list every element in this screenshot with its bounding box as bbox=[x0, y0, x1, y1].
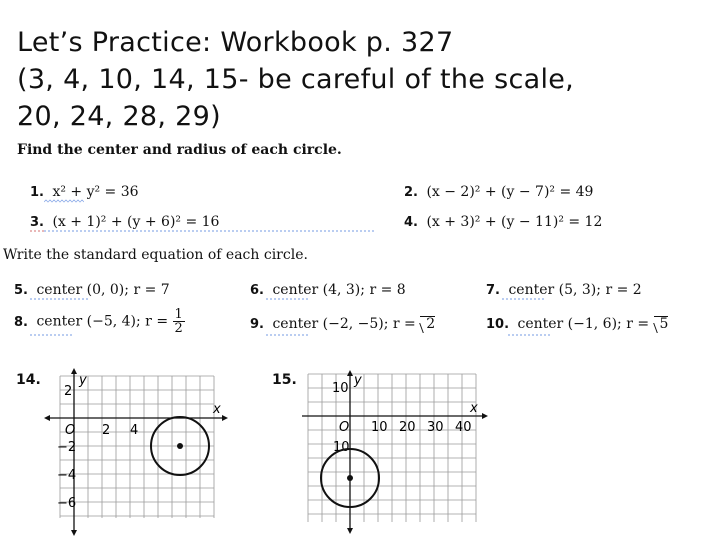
square-root: 5 bbox=[654, 316, 669, 332]
problem-text: center (−5, 4); r = bbox=[36, 313, 169, 330]
problem-10 bbox=[486, 316, 668, 332]
problem-text: center (5, 3); r = 2 bbox=[508, 282, 642, 298]
problem-2 bbox=[404, 184, 593, 200]
problem-number: 2. bbox=[404, 185, 418, 200]
y-tick-label: −2 bbox=[57, 440, 77, 455]
spellcheck-underline bbox=[30, 333, 74, 337]
y-tick-label: −4 bbox=[57, 468, 77, 483]
problem-text: center (−2, −5); r = bbox=[272, 316, 416, 332]
problem-4 bbox=[404, 214, 602, 230]
y-axis-label: y bbox=[354, 373, 362, 388]
spellcheck-underline bbox=[30, 297, 90, 301]
y-tick-label: −6 bbox=[57, 496, 77, 511]
spellcheck-underline bbox=[502, 297, 546, 301]
problem-number: 9. bbox=[250, 317, 264, 332]
x-axis-label: x bbox=[213, 402, 221, 417]
x-axis-label: x bbox=[470, 401, 478, 416]
x-tick-label: 30 bbox=[427, 420, 444, 435]
y-axis-arrow bbox=[71, 368, 77, 374]
problem-number: 3. bbox=[30, 215, 44, 230]
y-tick-label: 10 bbox=[333, 440, 350, 455]
title-line-3: 20, 24, 28, 29) bbox=[17, 101, 221, 132]
problem-5 bbox=[14, 282, 170, 298]
graph-15 bbox=[296, 368, 496, 540]
circle-center-point bbox=[347, 475, 353, 481]
circle-center-point bbox=[177, 443, 183, 449]
x-tick-label: 40 bbox=[455, 420, 472, 435]
problem-number: 7. bbox=[486, 283, 500, 298]
x-tick-label: 20 bbox=[399, 420, 416, 435]
y-axis-arrow bbox=[347, 528, 353, 534]
y-axis-arrow bbox=[347, 370, 353, 376]
problem-text: center (−1, 6); r = bbox=[517, 316, 650, 332]
y-axis-label: y bbox=[79, 373, 87, 388]
problem-3 bbox=[30, 214, 219, 230]
y-tick-label: 10 bbox=[332, 381, 349, 396]
grid-lines bbox=[60, 376, 214, 518]
problem-number: 8. bbox=[14, 314, 28, 330]
problem-9 bbox=[250, 316, 435, 332]
x-axis-arrow bbox=[44, 415, 50, 421]
problem-text: (x + 3)² + (y − 11)² = 12 bbox=[426, 214, 603, 230]
origin-label: O bbox=[65, 423, 76, 438]
problem-text: x² + y² = 36 bbox=[52, 184, 139, 200]
instruction-find-center: Find the center and radius of each circle. bbox=[17, 142, 342, 158]
problem-number: 5. bbox=[14, 283, 28, 298]
problem-text: center (4, 3); r = 8 bbox=[272, 282, 406, 298]
origin-label: O bbox=[339, 420, 350, 435]
problem-number: 6. bbox=[250, 283, 264, 298]
square-root: 2 bbox=[420, 316, 435, 332]
y-tick-label: 2 bbox=[64, 384, 73, 399]
x-axis-arrow bbox=[222, 415, 228, 421]
radius-fraction bbox=[173, 308, 185, 335]
problem-number: 4. bbox=[404, 215, 418, 230]
graph-14 bbox=[40, 368, 235, 540]
problem-1 bbox=[30, 184, 139, 200]
y-axis-arrow bbox=[71, 530, 77, 536]
spellcheck-underline bbox=[266, 297, 310, 301]
spellcheck-underline bbox=[508, 333, 552, 337]
fraction-numerator: 1 bbox=[174, 307, 183, 322]
graph-14-label: 14. bbox=[16, 372, 41, 388]
x-tick-label: 10 bbox=[371, 420, 388, 435]
problem-text: (x − 2)² + (y − 7)² = 49 bbox=[426, 184, 594, 200]
spellcheck-underline bbox=[44, 199, 84, 203]
graph-15-label: 15. bbox=[272, 372, 297, 388]
problem-text: center (0, 0); r = 7 bbox=[36, 282, 170, 298]
x-tick-label: 4 bbox=[130, 423, 139, 438]
title-line-1: Let’s Practice: Workbook p. 327 bbox=[17, 27, 454, 58]
problem-7 bbox=[486, 282, 642, 298]
x-axis-arrow bbox=[482, 413, 488, 419]
problem-6 bbox=[250, 282, 406, 298]
instruction-write-equation: Write the standard equation of each circle. bbox=[3, 247, 308, 263]
problem-text: (x + 1)² + (y + 6)² = 16 bbox=[52, 214, 220, 230]
title-line-2: (3, 4, 10, 14, 15- be careful of the scale, bbox=[17, 64, 575, 95]
spellcheck-underline bbox=[266, 333, 310, 337]
x-tick-label: 2 bbox=[102, 423, 111, 438]
spellcheck-underline bbox=[30, 229, 44, 233]
fraction-denominator: 2 bbox=[174, 321, 183, 336]
problem-8 bbox=[14, 308, 185, 335]
problem-number: 1. bbox=[30, 185, 44, 200]
spellcheck-underline bbox=[44, 229, 374, 233]
slide-title bbox=[17, 24, 574, 135]
problem-number: 10. bbox=[486, 317, 510, 332]
